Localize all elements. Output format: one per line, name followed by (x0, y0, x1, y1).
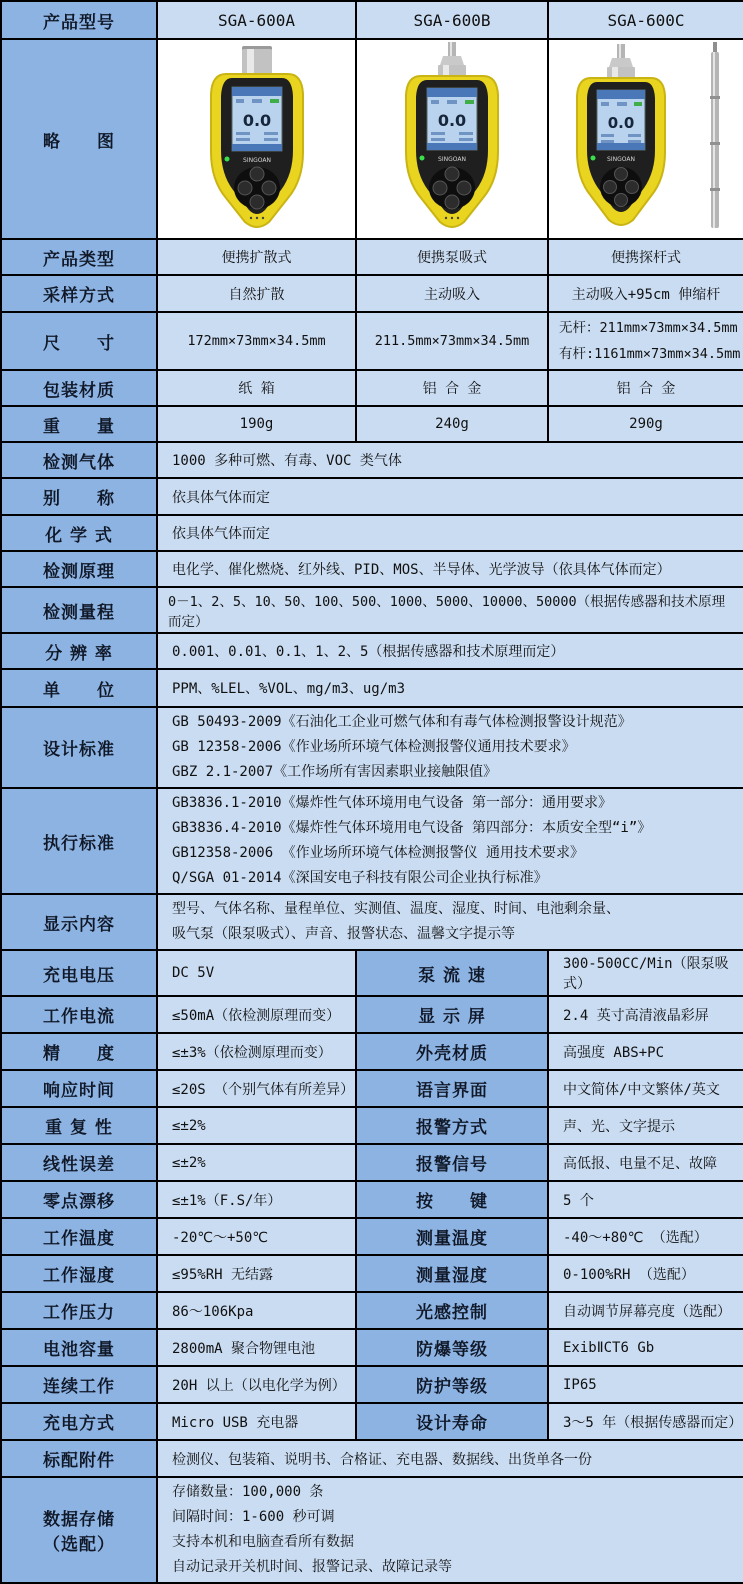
storage-label-line: 数据存储 (43, 1510, 115, 1530)
row-value: 0.001、0.01、0.1、1、2、5（根据传感器和技术原理而定） (157, 633, 743, 669)
row-label: 零点漂移 (1, 1181, 157, 1218)
device-illustration-b (377, 42, 527, 232)
row-value: 2800mA 聚合物锂电池 (157, 1329, 356, 1366)
row-value: 3～5 年（根据传感器而定） (548, 1403, 743, 1440)
row-label: 精 度 (1, 1033, 157, 1070)
row-execution-standards (1, 788, 743, 894)
row-label: 别 称 (1, 478, 157, 515)
row-value: 2.4 英寸高清液晶彩屏 (548, 996, 743, 1033)
row-label: 设计标准 (1, 707, 157, 788)
row-value-c: 铝 合 金 (548, 370, 743, 406)
row-value: 高低报、电量不足、故障 (548, 1144, 743, 1181)
row-working-humidity-measure-humidity (1, 1255, 743, 1292)
row-detected-gases (1, 442, 743, 478)
row-product-type (1, 239, 743, 275)
row-label: 重 复 性 (1, 1107, 157, 1144)
row-label: 设计寿命 (356, 1403, 548, 1440)
row-charging-voltage-pump-flow (1, 950, 743, 996)
row-value: ≤20S （个别气体有所差异） (157, 1070, 356, 1107)
row-value-b: 便携泵吸式 (356, 239, 548, 275)
row-label: 电池容量 (1, 1329, 157, 1366)
row-value-a: 自然扩散 (157, 275, 356, 312)
device-photo-sga-600b (356, 39, 548, 239)
row-label: 充电电压 (1, 950, 157, 996)
row-value-b: 铝 合 金 (356, 370, 548, 406)
row-resolution (1, 633, 743, 669)
storage-line: 自动记录开关机时间、报警记录、故障记录等 (172, 1559, 452, 1575)
row-label: 执行标准 (1, 788, 157, 894)
display-content-line: 型号、气体名称、量程单位、实测值、温度、湿度、时间、电池剩余量、 (172, 901, 620, 917)
row-working-pressure-light-sensor (1, 1292, 743, 1329)
row-value-b: 211.5mm×73mm×34.5mm (356, 312, 548, 370)
row-label: 检测原理 (1, 551, 157, 587)
row-label: 按 键 (356, 1181, 548, 1218)
dimension-with-rod: 有杆:1161mm×73mm×34.5mm (559, 346, 741, 362)
row-product-model (1, 1, 743, 39)
row-value (157, 894, 743, 950)
storage-line: 存储数量：100,000 条 (172, 1484, 324, 1500)
row-label: 线性误差 (1, 1144, 157, 1181)
row-value: 中文简体/中文繁体/英文 (548, 1070, 743, 1107)
row-label: 包装材质 (1, 370, 157, 406)
row-value (157, 1477, 743, 1583)
row-label: 测量湿度 (356, 1255, 548, 1292)
model-name-b: SGA-600B (356, 1, 548, 39)
row-value-a: 190g (157, 406, 356, 442)
row-data-storage (1, 1477, 743, 1583)
device-illustration-a (182, 42, 332, 232)
row-value: -20℃～+50℃ (157, 1218, 356, 1255)
row-label: 连续工作 (1, 1366, 157, 1403)
row-value: 声、光、文字提示 (548, 1107, 743, 1144)
row-label: 检测量程 (1, 587, 157, 633)
row-label: 标配附件 (1, 1440, 157, 1477)
row-label: 报警方式 (356, 1107, 548, 1144)
device-photo-sga-600c (548, 39, 743, 239)
row-value: ExibⅡCT6 Gb (548, 1329, 743, 1366)
device-screen-reading: 0.0 (242, 111, 271, 130)
row-value: ≤±2% (157, 1107, 356, 1144)
row-value: ≤95%RH 无结露 (157, 1255, 356, 1292)
row-battery-explosion-proof (1, 1329, 743, 1366)
model-name-a: SGA-600A (157, 1, 356, 39)
row-value-c: 主动吸入+95cm 伸缩杆 (548, 275, 743, 312)
standard-line: GB 12358-2006《作业场所环境气体检测报警仪通用技术要求》 (172, 739, 576, 755)
row-weight (1, 406, 743, 442)
storage-label-line: （选配） (43, 1535, 115, 1555)
row-chemical-formula (1, 515, 743, 551)
row-charging-method-design-life (1, 1403, 743, 1440)
row-units (1, 669, 743, 707)
row-detection-principle (1, 551, 743, 587)
row-value-a: 172mm×73mm×34.5mm (157, 312, 356, 370)
row-value: 检测仪、包装箱、说明书、合格证、充电器、数据线、出货单各一份 (157, 1440, 743, 1477)
device-brand: SINGOAN (438, 156, 466, 163)
row-display-content (1, 894, 743, 950)
row-label: 工作压力 (1, 1292, 157, 1329)
device-brand: SINGOAN (607, 156, 635, 163)
display-content-line: 吸气泵（限泵吸式）、声音、报警状态、温馨文字提示等 (172, 926, 515, 942)
row-label: 充电方式 (1, 1403, 157, 1440)
device-brand: SINGOAN (242, 157, 271, 164)
row-label: 分 辨 率 (1, 633, 157, 669)
standard-line: GB12358-2006 《作业场所环境气体检测报警仪 通用技术要求》 (172, 845, 585, 861)
standard-line: GB 50493-2009《石油化工企业可燃气体和有毒气体检测报警设计规范》 (172, 714, 632, 730)
row-zero-drift-buttons (1, 1181, 743, 1218)
row-value-a: 纸 箱 (157, 370, 356, 406)
row-value: 电化学、催化燃烧、红外线、PID、MOS、半导体、光学波导（依具体气体而定） (157, 551, 743, 587)
row-value: -40～+80℃ （选配） (548, 1218, 743, 1255)
row-label: 报警信号 (356, 1144, 548, 1181)
row-value-c (548, 312, 743, 370)
row-value-a: 便携扩散式 (157, 239, 356, 275)
row-repeatability-alarm-mode (1, 1107, 743, 1144)
row-value: IP65 (548, 1366, 743, 1403)
standard-line: Q/SGA 01-2014《深国安电子科技有限公司企业执行标准》 (172, 870, 548, 886)
row-label: 产品型号 (1, 1, 157, 39)
row-value: DC 5V (157, 950, 356, 996)
row-label: 泵 流 速 (356, 950, 548, 996)
device-photo-sga-600a (157, 39, 356, 239)
dimension-without-rod: 无杆：211mm×73mm×34.5mm (559, 320, 738, 336)
row-label: 单 位 (1, 669, 157, 707)
row-label: 语言界面 (356, 1070, 548, 1107)
row-value: ≤±2% (157, 1144, 356, 1181)
row-value: 86～106Kpa (157, 1292, 356, 1329)
row-label: 工作电流 (1, 996, 157, 1033)
device-illustration-c (553, 42, 739, 232)
row-value: 依具体气体而定 (157, 478, 743, 515)
device-screen-reading: 0.0 (437, 111, 467, 130)
row-label: 工作温度 (1, 1218, 157, 1255)
row-value: 20H 以上（以电化学为例） (157, 1366, 356, 1403)
row-label: 外壳材质 (356, 1033, 548, 1070)
row-label: 防爆等级 (356, 1329, 548, 1366)
row-value: 0-100%RH （选配） (548, 1255, 743, 1292)
row-label: 工作湿度 (1, 1255, 157, 1292)
row-value: ≤±1%（F.S/年） (157, 1181, 356, 1218)
row-value: 0－1、2、5、10、50、100、500、1000、5000、10000、50000（根据传感器和技术原理而定） (157, 587, 743, 633)
row-value: Micro USB 充电器 (157, 1403, 356, 1440)
row-working-temp-measure-temp (1, 1218, 743, 1255)
row-value: 高强度 ABS+PC (548, 1033, 743, 1070)
row-label: 显示内容 (1, 894, 157, 950)
row-value-c: 便携探杆式 (548, 239, 743, 275)
row-linearity-alarm-signal (1, 1144, 743, 1181)
storage-line: 间隔时间：1-600 秒可调 (172, 1509, 335, 1525)
row-value: 自动调节屏幕亮度（选配） (548, 1292, 743, 1329)
standard-line: GB3836.1-2010《爆炸性气体环境用电气设备 第一部分：通用要求》 (172, 795, 613, 811)
telescopic-probe-rod (710, 42, 720, 228)
standard-line: GBZ 2.1-2007《工作场所有害因素职业接触限值》 (172, 764, 498, 780)
row-detection-range (1, 587, 743, 633)
row-value: PPM、%LEL、%VOL、mg/m3、ug/m3 (157, 669, 743, 707)
row-working-current-display (1, 996, 743, 1033)
row-value: ≤±3%（依检测原理而变） (157, 1033, 356, 1070)
row-label: 响应时间 (1, 1070, 157, 1107)
row-value-b: 240g (356, 406, 548, 442)
row-label: 测量温度 (356, 1218, 548, 1255)
row-standard-accessories (1, 1440, 743, 1477)
row-label: 防护等级 (356, 1366, 548, 1403)
row-value (157, 788, 743, 894)
row-continuous-work-protection (1, 1366, 743, 1403)
row-label: 显 示 屏 (356, 996, 548, 1033)
model-name-c: SGA-600C (548, 1, 743, 39)
row-label: 检测气体 (1, 442, 157, 478)
row-value (157, 707, 743, 788)
row-label: 略 图 (1, 39, 157, 239)
storage-line: 支持本机和电脑查看所有数据 (172, 1534, 354, 1550)
row-label (1, 1477, 157, 1583)
row-value-c: 290g (548, 406, 743, 442)
row-label: 尺 寸 (1, 312, 157, 370)
standard-line: GB3836.4-2010《爆炸性气体环境用电气设备 第四部分：本质安全型“i”》 (172, 820, 652, 836)
row-label: 光感控制 (356, 1292, 548, 1329)
row-value: 依具体气体而定 (157, 515, 743, 551)
row-value: 1000 多种可燃、有毒、VOC 类气体 (157, 442, 743, 478)
row-response-time-language (1, 1070, 743, 1107)
device-screen-reading: 0.0 (607, 114, 635, 132)
row-label: 采样方式 (1, 275, 157, 312)
row-label: 化 学 式 (1, 515, 157, 551)
row-design-standards (1, 707, 743, 788)
row-sampling-method (1, 275, 743, 312)
row-dimensions (1, 312, 743, 370)
row-value-b: 主动吸入 (356, 275, 548, 312)
row-label: 重 量 (1, 406, 157, 442)
row-value: 300-500CC/Min（限泵吸式） (548, 950, 743, 996)
row-value: ≤50mA（依检测原理而变） (157, 996, 356, 1033)
row-accuracy-housing (1, 1033, 743, 1070)
row-packaging-material (1, 370, 743, 406)
row-value: 5 个 (548, 1181, 743, 1218)
row-sketch (1, 39, 743, 239)
row-label: 产品类型 (1, 239, 157, 275)
row-alias (1, 478, 743, 515)
